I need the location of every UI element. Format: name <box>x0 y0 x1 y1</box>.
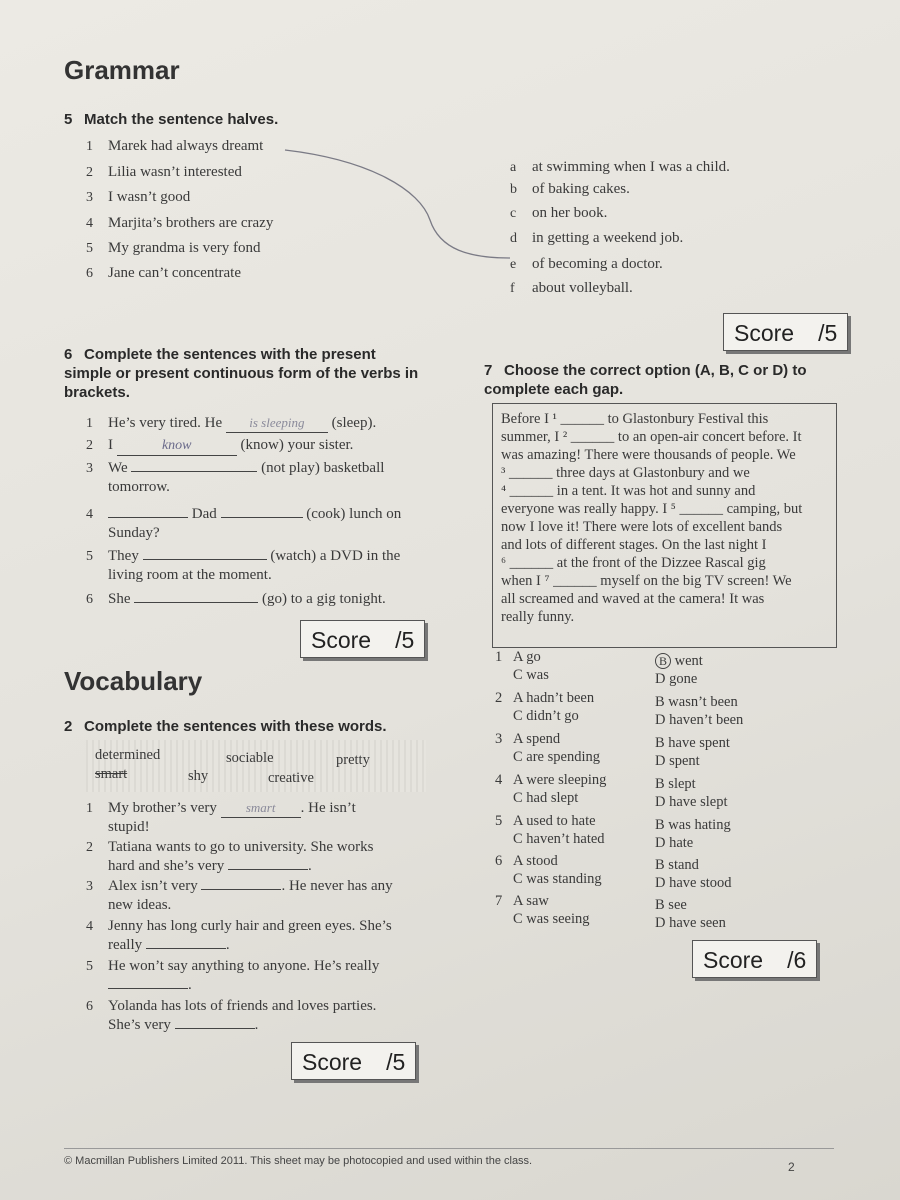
task5-item-6 <box>86 264 241 283</box>
item-number: 2 <box>86 840 93 855</box>
text-line: ⁶ ______ at the front of the Dizzee Rascal gig <box>501 555 766 571</box>
task5-option-d <box>510 229 683 248</box>
text-line: really funny. <box>501 609 575 625</box>
answer-blank[interactable] <box>108 988 188 989</box>
option-a[interactable]: A stood <box>513 853 558 869</box>
task5-instruction-text: Match the sentence halves. <box>84 111 279 128</box>
option-letter: d <box>510 231 517 246</box>
vocab-item-6 <box>86 997 376 1034</box>
task5-item-4 <box>86 214 273 233</box>
option-d[interactable]: D gone <box>655 671 698 687</box>
item-text: We <box>108 460 128 476</box>
option-row-number: 2 <box>495 690 503 706</box>
item-text-continued: really <box>108 937 143 953</box>
item-verb: (cook) lunch on <box>306 506 402 522</box>
item-text: Lilia wasn’t interested <box>108 164 242 180</box>
item-text-continued: stupid! <box>108 819 150 835</box>
item-text: Jenny has long curly hair and green eyes. She’s <box>108 918 392 934</box>
item-number: 4 <box>86 216 93 231</box>
option-b[interactable]: B stand <box>655 857 699 873</box>
option-text: of becoming a doctor. <box>532 256 663 272</box>
item-number: 6 <box>86 999 93 1014</box>
item-text: Jane can’t concentrate <box>108 265 241 281</box>
item-text-continued: living room at the moment. <box>108 567 272 583</box>
vocab-task2-number: 2 <box>64 718 73 735</box>
task6-item-1 <box>86 414 376 433</box>
item-text-continued: She’s very <box>108 1017 171 1033</box>
score-value: /5 <box>818 320 838 346</box>
task6-item-2 <box>86 436 353 456</box>
item-number: 5 <box>86 241 93 256</box>
item-number: 2 <box>86 165 93 180</box>
option-b[interactable]: B was hating <box>655 817 731 833</box>
task6-item-6 <box>86 590 386 609</box>
option-a[interactable]: A spend <box>513 731 561 747</box>
answer-blank[interactable] <box>201 889 281 890</box>
word-determined: determined <box>95 747 161 763</box>
task5-option-a <box>510 158 730 177</box>
answer-blank[interactable] <box>131 471 257 472</box>
item-text-continued: Sunday? <box>108 525 160 541</box>
text-line: was amazing! There were thousands of people. We <box>501 447 796 463</box>
text-line: ³ ______ three days at Glastonbury and we <box>501 465 750 481</box>
item-verb: (sleep). <box>331 415 377 431</box>
option-b[interactable]: B have spent <box>655 735 730 751</box>
text-line: summer, I ² ______ to an open-air concert before. It <box>501 429 802 445</box>
item-number: 3 <box>86 461 93 476</box>
task7-score-box <box>692 940 817 978</box>
task7-instruction <box>484 361 844 399</box>
item-text: . He never has any <box>281 878 393 894</box>
task6-item-4 <box>86 505 401 542</box>
task5-item-1 <box>86 137 263 156</box>
task6-instruction <box>64 345 424 402</box>
vocab-item-2 <box>86 838 373 875</box>
option-b[interactable]: B slept <box>655 776 696 792</box>
word-smart: smart <box>95 766 128 782</box>
score-label: Score <box>703 947 764 973</box>
task5-option-b <box>510 180 630 199</box>
option-letter: b <box>510 182 517 197</box>
option-text: at swimming when I was a child. <box>532 159 730 175</box>
option-d[interactable]: D have slept <box>655 794 728 810</box>
task6-instruction-text: Complete the sentences with the present simple or present continuous form of the verbs in brackets. <box>64 346 419 401</box>
item-punctuation: . <box>225 937 230 953</box>
item-number: 6 <box>86 592 93 607</box>
score-label: Score <box>311 627 372 653</box>
item-text: My grandma is very fond <box>108 240 261 256</box>
option-c[interactable]: C was seeing <box>513 911 590 927</box>
text-line: everyone was really happy. I ⁵ ______ camping, but <box>501 501 803 517</box>
word-sociable: sociable <box>226 750 274 766</box>
option-a[interactable]: A hadn’t been <box>513 690 595 706</box>
word-creative: creative <box>268 770 314 786</box>
item-text: I wasn’t good <box>108 189 191 205</box>
option-row-number: 7 <box>495 893 503 909</box>
option-text: about volleyball. <box>532 280 633 296</box>
answer-blank[interactable] <box>146 948 226 949</box>
option-row-number: 3 <box>495 731 503 747</box>
option-a[interactable]: A used to hate <box>513 813 596 829</box>
option-b[interactable]: B see <box>655 897 687 913</box>
option-row-number: 4 <box>495 772 503 788</box>
item-text: I <box>108 437 113 453</box>
vocab-item-3 <box>86 877 393 914</box>
vocab-task2-instruction <box>64 717 387 736</box>
item-number: 6 <box>86 266 93 281</box>
task6-item-3 <box>86 459 384 496</box>
vocab-item-4 <box>86 917 392 954</box>
task5-item-3 <box>86 188 190 207</box>
option-d[interactable]: D haven’t been <box>655 712 744 728</box>
option-c[interactable]: C are spending <box>513 749 600 765</box>
score-value: /5 <box>386 1049 406 1075</box>
item-number: 4 <box>86 507 93 522</box>
answer-blank[interactable]: is sleeping <box>226 414 328 433</box>
score-label: Score <box>302 1049 363 1075</box>
item-verb: (know) your sister. <box>240 437 354 453</box>
text-line: now I love it! There were lots of excellent bands <box>501 519 783 535</box>
option-d[interactable]: D have stood <box>655 875 732 891</box>
task5-option-f <box>510 279 633 298</box>
item-text: Marjita’s brothers are crazy <box>108 215 274 231</box>
task6-item-5 <box>86 547 400 584</box>
footer-copyright: © Macmillan Publishers Limited 2011. This sheet may be photocopied and used within the class. <box>64 1148 834 1167</box>
item-text-continued: tomorrow. <box>108 479 170 495</box>
vocabulary-heading: Vocabulary <box>64 666 203 696</box>
option-a[interactable]: A go <box>513 649 541 665</box>
item-text-continued: new ideas. <box>108 897 172 913</box>
word-shy: shy <box>188 768 209 784</box>
text-line: ⁴ ______ in a tent. It was hot and sunny and <box>501 483 756 499</box>
item-text: Yolanda has lots of friends and loves parties. <box>108 998 377 1014</box>
item-text: Tatiana wants to go to university. She works <box>108 839 374 855</box>
task5-score-box <box>723 313 848 351</box>
option-d[interactable]: D hate <box>655 835 694 851</box>
option-a[interactable]: A saw <box>513 893 549 909</box>
text-line: when I ⁷ ______ myself on the big TV screen! We <box>501 573 792 589</box>
option-c[interactable]: C didn’t go <box>513 708 579 724</box>
item-number: 1 <box>86 416 93 431</box>
circled-answer-mark: B <box>655 653 671 669</box>
item-number: 4 <box>86 919 93 934</box>
option-b[interactable]: B went <box>655 652 703 670</box>
item-verb: (go) to a gig tonight. <box>262 591 386 607</box>
item-punctuation: . <box>307 858 312 874</box>
item-verb: (not play) basketball <box>261 460 385 476</box>
option-letter: f <box>510 281 515 296</box>
answer-blank[interactable] <box>108 517 188 518</box>
task7-text-box <box>492 403 837 648</box>
task5-item-5 <box>86 239 260 258</box>
option-d[interactable]: D spent <box>655 753 700 769</box>
item-number: 3 <box>86 190 93 205</box>
option-c[interactable]: C haven’t hated <box>513 831 605 847</box>
item-number: 2 <box>86 438 93 453</box>
text-line: and lots of different stages. On the last night I <box>501 537 767 553</box>
answer-blank[interactable]: smart <box>221 799 301 818</box>
score-value: /5 <box>395 627 415 653</box>
item-text: He’s very tired. He <box>108 415 223 431</box>
option-a[interactable]: A were sleeping <box>513 772 607 788</box>
item-text: They <box>108 548 139 564</box>
item-text: My brother’s very <box>108 800 217 816</box>
option-row-number: 6 <box>495 853 503 869</box>
option-b[interactable]: B wasn’t been <box>655 694 738 710</box>
item-number: 5 <box>86 959 93 974</box>
option-text: on her book. <box>532 205 608 221</box>
option-letter: e <box>510 257 517 272</box>
item-text: Marek had always dreamt <box>108 138 264 154</box>
handwritten-match-line <box>280 140 520 270</box>
answer-blank[interactable] <box>221 517 303 518</box>
vocab-item-5 <box>86 957 379 994</box>
option-row-number: 5 <box>495 813 503 829</box>
score-label: Score <box>734 320 795 346</box>
item-punctuation: . <box>188 977 192 993</box>
task6-score-box <box>300 620 425 658</box>
word-pretty: pretty <box>336 752 370 768</box>
vocab-task2-score-box <box>291 1042 416 1080</box>
task5-instruction <box>64 110 278 129</box>
item-verb: (watch) a DVD in the <box>270 548 401 564</box>
page-number: 2 <box>788 1160 795 1174</box>
score-value: /6 <box>787 947 807 973</box>
option-d[interactable]: D have seen <box>655 915 726 931</box>
item-text: He won’t say anything to anyone. He’s really <box>108 958 380 974</box>
task7-number: 7 <box>484 362 493 379</box>
answer-blank[interactable]: know <box>117 437 237 456</box>
task5-item-2 <box>86 163 242 182</box>
task5-option-e <box>510 255 663 274</box>
option-row-number: 1 <box>495 649 503 665</box>
item-number: 1 <box>86 801 93 816</box>
item-text-continued: hard and she’s very <box>108 858 225 874</box>
answer-blank[interactable] <box>228 869 308 870</box>
item-number: 3 <box>86 879 93 894</box>
option-text: of baking cakes. <box>532 181 630 197</box>
option-c[interactable]: C had slept <box>513 790 579 806</box>
grammar-heading: Grammar <box>64 55 180 85</box>
task6-number: 6 <box>64 346 73 363</box>
answer-blank[interactable] <box>134 602 258 603</box>
option-letter: a <box>510 160 517 175</box>
item-number: 5 <box>86 549 93 564</box>
vocab-task2-instruction-text: Complete the sentences with these words. <box>84 718 387 735</box>
item-punctuation: . <box>254 1017 259 1033</box>
task5-number: 5 <box>64 111 73 128</box>
option-letter: c <box>510 206 517 221</box>
answer-blank[interactable] <box>143 559 267 560</box>
text-line: Before I ¹ ______ to Glastonbury Festival this <box>501 411 769 427</box>
item-text: She <box>108 591 131 607</box>
item-text: Alex isn’t very <box>108 878 198 894</box>
option-c[interactable]: C was standing <box>513 871 602 887</box>
item-text: Dad <box>191 506 217 522</box>
option-text: in getting a weekend job. <box>532 230 684 246</box>
text-line: all screamed and waved at the camera! It was <box>501 591 765 607</box>
vocab-item-1 <box>86 799 356 836</box>
item-number: 1 <box>86 139 93 154</box>
item-text: . He isn’t <box>300 800 356 816</box>
answer-blank[interactable] <box>175 1028 255 1029</box>
task5-option-c <box>510 204 607 223</box>
option-c[interactable]: C was <box>513 667 549 683</box>
task7-instruction-text: Choose the correct option (A, B, C or D) to complete each gap. <box>484 362 807 398</box>
